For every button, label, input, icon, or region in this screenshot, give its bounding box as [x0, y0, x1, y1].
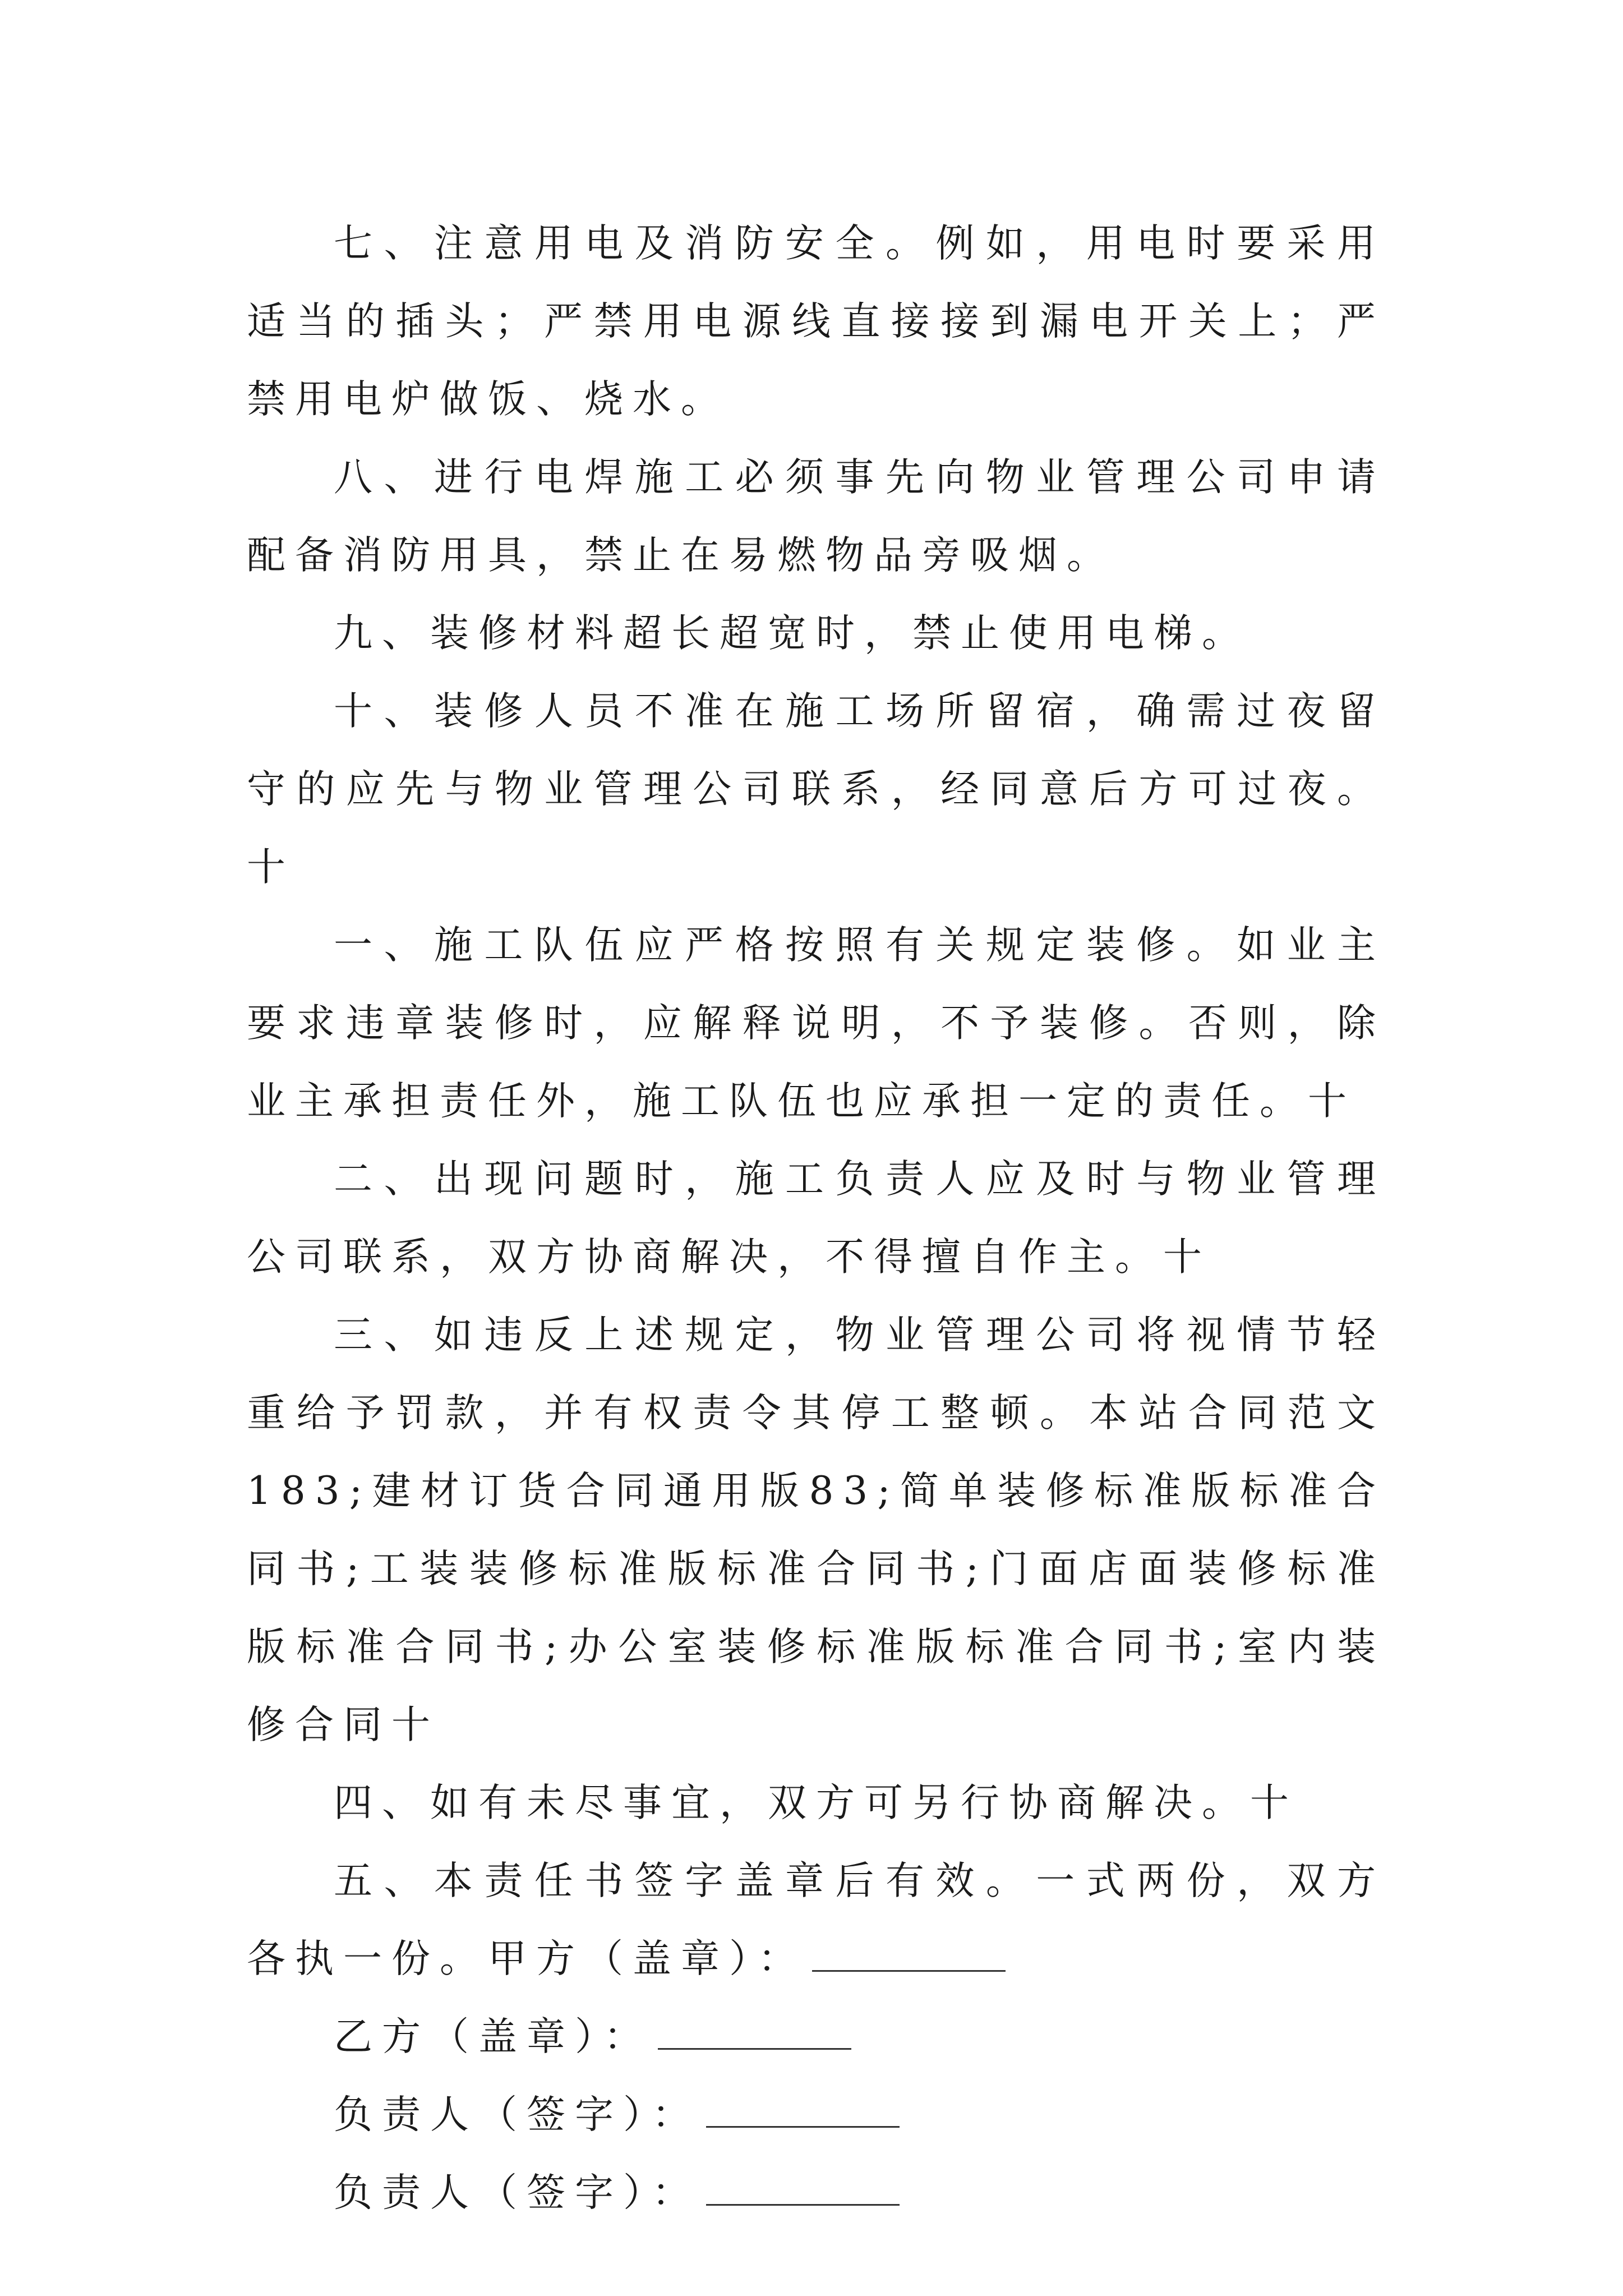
paragraph-14 — [247, 1764, 1385, 1842]
paragraph-13 — [247, 1296, 1385, 1764]
paragraph-14-text: 四、如有未尽事宜，双方可另行协商解决。十 — [334, 1780, 1298, 1825]
paragraph-10-text: 十、装修人员不准在施工场所留宿，确需过夜留守的应先与物业管理公司联系，经同意后方可过夜。十 — [247, 689, 1385, 890]
paragraph-9-text: 九、装修材料超长超宽时，禁止使用电梯。 — [334, 611, 1250, 656]
party-b-seal-blank[interactable] — [658, 2014, 851, 2050]
responsible-signature-blank-1[interactable] — [706, 2092, 900, 2128]
paragraph-10 — [247, 673, 1385, 907]
paragraph-12 — [247, 1140, 1385, 1296]
paragraph-7-text: 七、注意用电及消防安全。例如，用电时要采用适当的插头；严禁用电源线直接接到漏电开关上；严禁用电炉做饭、烧水。 — [247, 221, 1385, 422]
paragraph-12-text: 二、出现问题时，施工负责人应及时与物业管理公司联系，双方协商解决，不得擅自作主。十 — [247, 1157, 1385, 1280]
responsible-signature-blank-2[interactable] — [706, 2170, 900, 2206]
responsible-signature-row-2 — [247, 2154, 1385, 2232]
paragraph-9 — [247, 595, 1385, 673]
party-b-seal-row — [247, 1998, 1385, 2076]
paragraph-15 — [247, 1842, 1385, 1998]
paragraph-11-text: 一、施工队伍应严格按照有关规定装修。如业主要求违章装修时，应解释说明，不予装修。否则，除业主承担责任外，施工队伍也应承担一定的责任。十 — [247, 923, 1385, 1124]
paragraph-7 — [247, 205, 1385, 439]
paragraph-8 — [247, 439, 1385, 595]
responsible-signature-row-1 — [247, 2076, 1385, 2154]
paragraph-13-text: 三、如违反上述规定，物业管理公司将视情节轻重给予罚款，并有权责令其停工整顿。本站合同范文183;建材订货合同通用版83;简单装修标准版标准合同书;工装装修标准版标准合同书;门面店面装修标准版标准合同书;办公室装修标准版标准合同书;室内装修合同十 — [247, 1313, 1385, 1747]
document-body — [247, 205, 1385, 2232]
paragraph-15-text: 五、本责任书签字盖章后有效。一式两份，双方各执一份。甲方（盖章）： — [247, 1858, 1385, 1981]
paragraph-8-text: 八、进行电焊施工必须事先向物业管理公司申请配备消防用具，禁止在易燃物品旁吸烟。 — [247, 455, 1385, 578]
paragraph-11 — [247, 907, 1385, 1140]
responsible-signature-label-1: 负责人（签字）： — [334, 2092, 700, 2137]
responsible-signature-label-2: 负责人（签字）： — [334, 2170, 700, 2215]
party-b-seal-label: 乙方（盖章）： — [334, 2014, 652, 2059]
party-a-seal-blank[interactable] — [812, 1936, 1006, 1972]
